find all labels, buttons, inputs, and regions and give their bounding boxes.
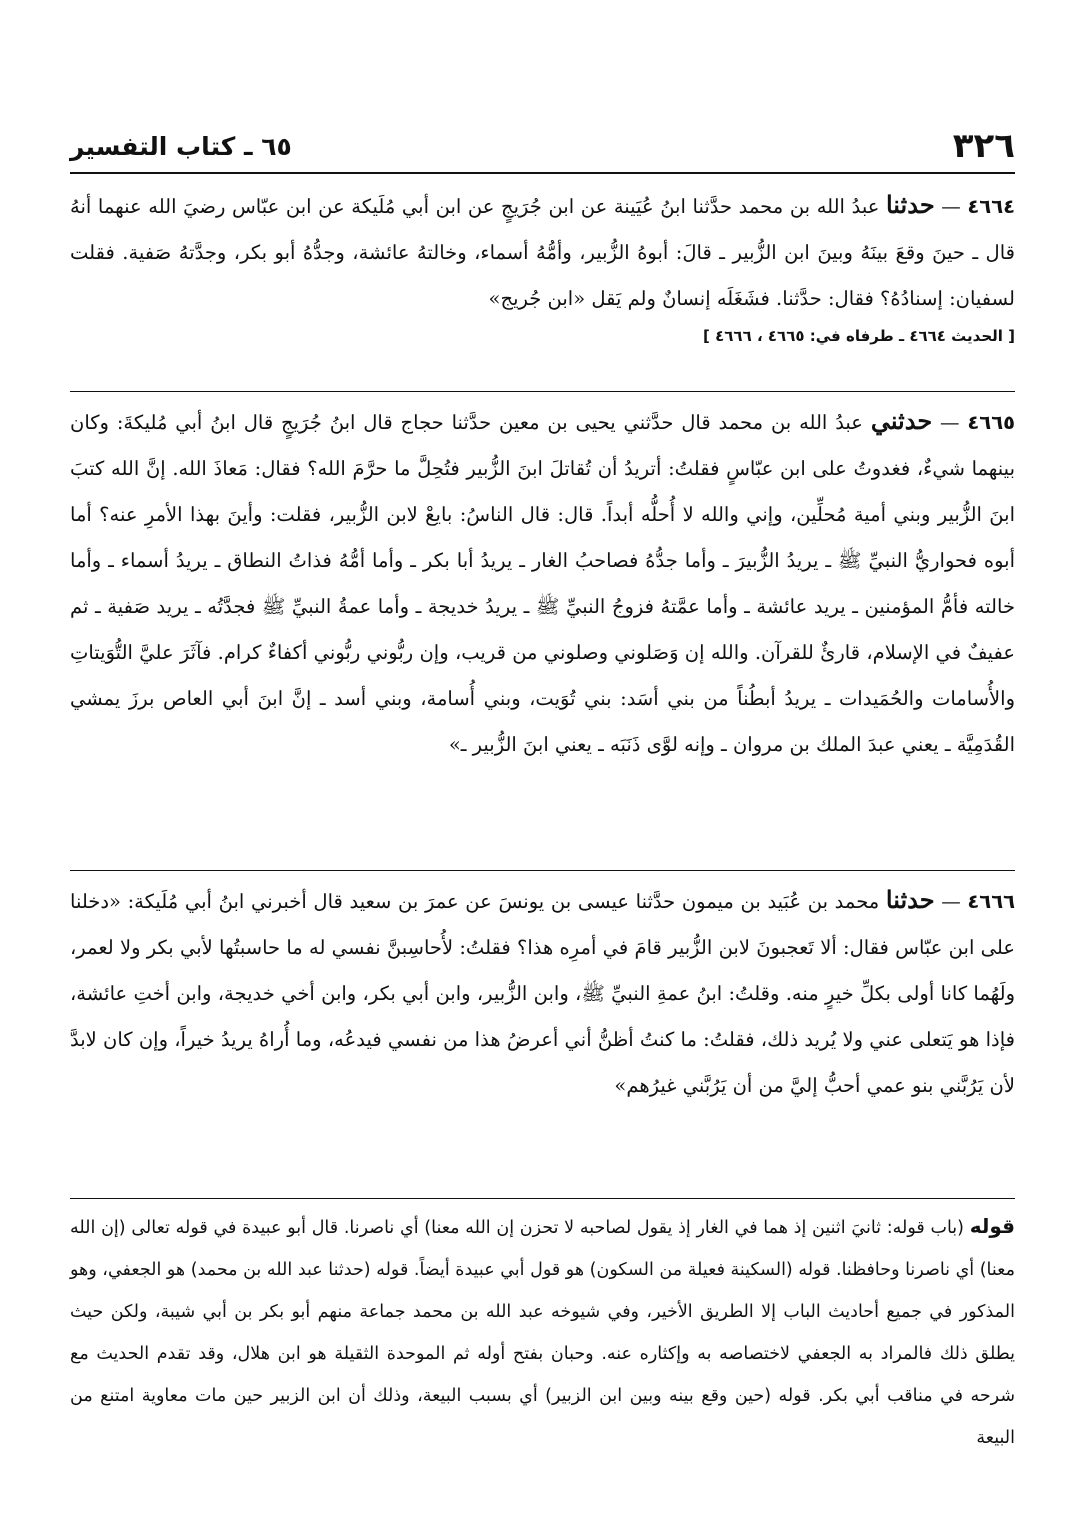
hadith-number: ٤٦٦٤: [967, 195, 1015, 218]
hadith-number: ٤٦٦٥: [967, 411, 1015, 434]
hadith-4664: ٤٦٦٤ — حدثنا عبدُ الله بن محمد حدَّثنا ابنُ عُيَينة عن ابن جُرَيجٍ عن ابن أبي مُلَيكة عن ابن عبّاس رضيَ الله عنهما أنهُ قال ـ حينَ وقعَ بينَهُ وبينَ ابن الزُّبير ـ قالَ: أبوهُ الزُّبير، وأمُّهُ أسماء، وخالتهُ عائشة، وجدُّهُ أبو بكر، وجدَّتهُ صَفية. فقلت لسفيان: إسنادُهُ؟ فقال: حدَّثنا. فشَغَلَه إنسانٌ ولم يَقل «ابن جُريج» [ الحديث ٤٦٦٤ ـ طرفاه في: ٤٦٦٥ ، ٤٦٦٦ ]: [70, 182, 1015, 350]
hadith-4666: ٤٦٦٦ — حدثنا محمد بن عُبَيد بن ميمون حدَّثنا عيسى بن يونسَ عن عمرَ بن سعيد قال أخبرني ابنُ أبي مُلَيكة: «دخلنا على ابن عبّاس فقال: ألا تَعجبونَ لابن الزُّبير قامَ في أمرِه هذا؟ فقلتُ: لأُحاسِبنَّ نفسي له ما حاسبتُها لأبي بكر ولا لعمر، ولَهُما كانا أولى بكلِّ خيرٍ منه. وقلتُ: ابنُ عمةِ النبيِّ ﷺ، وابن الزُّبير، وابن أبي بكر، وابن أخي خديجة، وابن أختِ عائشة، فإذا هو يَتعلى عني ولا يُريد ذلك، فقلتُ: ما كنتُ أظنُّ أني أعرضُ هذا من نفسي فيدعُه، وما أُراهُ يريدُ خيراً، وإن كان لابدَّ لأن يَرُبَّني بنو عمي أحبُّ إليَّ من أن يَرُبَّني غيرُهم»: [70, 885, 1016, 1097]
hadith-text: عبدُ الله بن محمد قال حدَّثني يحيى بن معين حدَّثنا حجاج قال ابنُ جُرَيجٍ قال ابنُ أبي مُليكةَ: وكان بينهما شيءٌ، فغدوتُ على ابن عبّاسٍ فقلتُ: أتريدُ أن تُقاتلَ ابنَ الزُّبير فتُحِلَّ ما حرَّمَ الله؟ فقال: مَعاذَ الله. إنَّ الله كتبَ ابنَ الزُّبير وبني أمية مُحلِّين، وإني والله لا أُحلُّه أبداً. قال: قال الناسُ: بايعْ لابن الزُّبير، فقلت: وأينَ بهذا الأمرِ عنه؟ أما أبوه فحواريُّ النبيِّ ﷺ ـ يريدُ الزُّبيرَ ـ وأما جدُّهُ فصاحبُ الغار ـ يريدُ أبا بكر ـ وأما أمُّهُ فذاتُ النطاق ـ يريدُ أسماء ـ وأما خالته فأمُّ المؤمنين ـ يريد عائشة ـ وأما عمَّتهُ فزوجُ النبيِّ ﷺ ـ يريدُ خديجة ـ وأما عمةُ النبيِّ ﷺ فجدَّتُه ـ يريد صَفية ـ ثم عفيفٌ في الإسلام، قارئٌ للقرآن. والله إن وَصَلوني وصلوني من قريب، وإن ربُّوني ربُّوني أكفاءٌ كرام. فآثَرَ عليَّ التُّوَيتاتِ والأُسامات والحُمَيدات ـ يريدُ أبطُناً من بني أسَد: بني تُوَيت، وبني أُسامة، وبني أسد ـ إنَّ ابنَ أبي العاص برزَ يمشي القُدَمِيَّة ـ يعني عبدَ الملك بن مروان ـ وإنه لوَّى ذَنَبَه ـ يعني ابنَ الزُّبير ـ»: [70, 411, 1015, 756]
hadith-text: عبدُ الله بن محمد حدَّثنا ابنُ عُيَينة عن ابن جُرَيجٍ عن ابن أبي مُلَيكة عن ابن عبّاس رضيَ الله عنهما أنهُ قال ـ حينَ وقعَ بينَهُ وبينَ ابن الزُّبير ـ قالَ: أبوهُ الزُّبير، وأمُّهُ أسماء، وخالتهُ عائشة، وجدُّهُ أبو بكر، وجدَّتهُ صَفية. فقلت لسفيان: إسنادُهُ؟ فقال: حدَّثنا. فشَغَلَه إنسانٌ ولم يَقل «ابن جُريج»: [70, 195, 1015, 310]
hadith-4665: ٤٦٦٥ — حدثني عبدُ الله بن محمد قال حدَّثني يحيى بن معين حدَّثنا حجاج قال ابنُ جُرَيجٍ قال ابنُ أبي مُليكةَ: وكان بينهما شيءٌ، فغدوتُ على ابن عبّاسٍ فقلتُ: أتريدُ أن تُقاتلَ ابنَ الزُّبير فتُحِلَّ ما حرَّمَ الله؟ فقال: مَعاذَ الله. إنَّ الله كتبَ ابنَ الزُّبير وبني أمية مُحلِّين، وإني والله لا أُحلُّه أبداً. قال: قال الناسُ: بايعْ لابن الزُّبير، فقلت: وأينَ بهذا الأمرِ عنه؟ أما أبوه فحواريُّ النبيِّ ﷺ ـ يريدُ الزُّبيرَ ـ وأما جدُّهُ فصاحبُ الغار ـ يريدُ أبا بكر ـ وأما أمُّهُ فذاتُ النطاق ـ يريدُ أسماء ـ وأما خالته فأمُّ المؤمنين ـ يريد عائشة ـ وأما عمَّتهُ فزوجُ النبيِّ ﷺ ـ يريدُ خديجة ـ وأما عمةُ النبيِّ ﷺ فجدَّتُه ـ يريد صَفية ـ ثم عفيفٌ في الإسلام، قارئٌ للقرآن. والله إن وَصَلوني وصلوني من قريب، وإن ربُّوني ربُّوني أكفاءٌ كرام. فآثَرَ عليَّ التُّوَيتاتِ والأُسامات والحُمَيدات ـ يريدُ أبطُناً من بني أسَد: بني تُوَيت، وبني أُسامة، وبني أسد ـ إنَّ ابنَ أبي العاص برزَ يمشي القُدَمِيَّة ـ يعني عبدَ الملك بن مروان ـ وإنه لوَّى ذَنَبَه ـ يعني ابنَ الزُّبير ـ»: [70, 406, 1015, 756]
book-title: ٦٥ ـ كتاب التفسير: [70, 132, 292, 161]
hadith-number: ٤٦٦٦: [967, 890, 1016, 913]
commentary: [70, 1205, 1015, 1459]
header-rule: [70, 172, 1015, 174]
hadith-reference: [ الحديث ٤٦٦٤ ـ طرفاه في: ٤٦٦٥ ، ٤٦٦٦ ]: [703, 327, 1015, 345]
page-number: ٣٢٦: [952, 126, 1015, 166]
hadith-keyword: حدثنا: [885, 190, 935, 219]
commentary-keyword: قوله: [969, 1214, 1015, 1238]
section-divider: [70, 1198, 1015, 1199]
section-divider: [70, 391, 1015, 392]
hadith-keyword: حدثنا: [885, 885, 935, 914]
section-divider: [70, 870, 1015, 871]
commentary-text: (باب قوله: ثانيَ اثنين إذ هما في الغار إذ يقول لصاحبه لا تحزن إن الله معنا) أي ناصرنا. قال أبو عبيدة في قوله تعالى (إن الله معنا) أي ناصرنا وحافظنا. قوله (السكينة فعيلة من السكون) هو قول أبي عبيدة أيضاً. قوله (حدثنا عبد الله بن محمد) هو الجعفي، وهو المذكور في جميع أحاديث الباب إلا الطريق الأخير، وفي شيوخه عبد الله بن محمد جماعة منهم أبو بكر بن أبي شيبة، ولكن حيث يطلق ذلك فالمراد به الجعفي لاختصاصه به وإكثاره عنه. وحبان بفتح أوله ثم الموحدة الثقيلة هو ابن هلال، وقد تقدم الحديث مع شرحه في مناقب أبي بكر. قوله (حين وقع بينه وبين ابن الزبير) أي بسبب البيعة، وذلك أن ابن الزبير حين مات معاوية امتنع من البيعة: [70, 1218, 1015, 1448]
hadith-keyword: حدثني: [870, 406, 933, 435]
hadith-text: محمد بن عُبَيد بن ميمون حدَّثنا عيسى بن يونسَ عن عمرَ بن سعيد قال أخبرني ابنُ أبي مُلَيكة: «دخلنا على ابن عبّاس فقال: ألا تَعجبونَ لابن الزُّبير قامَ في أمرِه هذا؟ فقلتُ: لأُحاسِبنَّ نفسي له ما حاسبتُها لأبي بكر ولا لعمر، ولَهُما كانا أولى بكلِّ خيرٍ منه. وقلتُ: ابنُ عمةِ النبيِّ ﷺ، وابن الزُّبير، وابن أبي بكر، وابن أخي خديجة، وابن أختِ عائشة، فإذا هو يَتعلى عني ولا يُريد ذلك، فقلتُ: ما كنتُ أظنُّ أني أعرضُ هذا من نفسي فيدعُه، وما أُراهُ يريدُ خيراً، وإن كان لابدَّ لأن يَرُبَّني بنو عمي أحبُّ إليَّ من أن يَرُبَّني غيرُهم»: [70, 890, 1015, 1097]
page-header: [70, 126, 1015, 174]
